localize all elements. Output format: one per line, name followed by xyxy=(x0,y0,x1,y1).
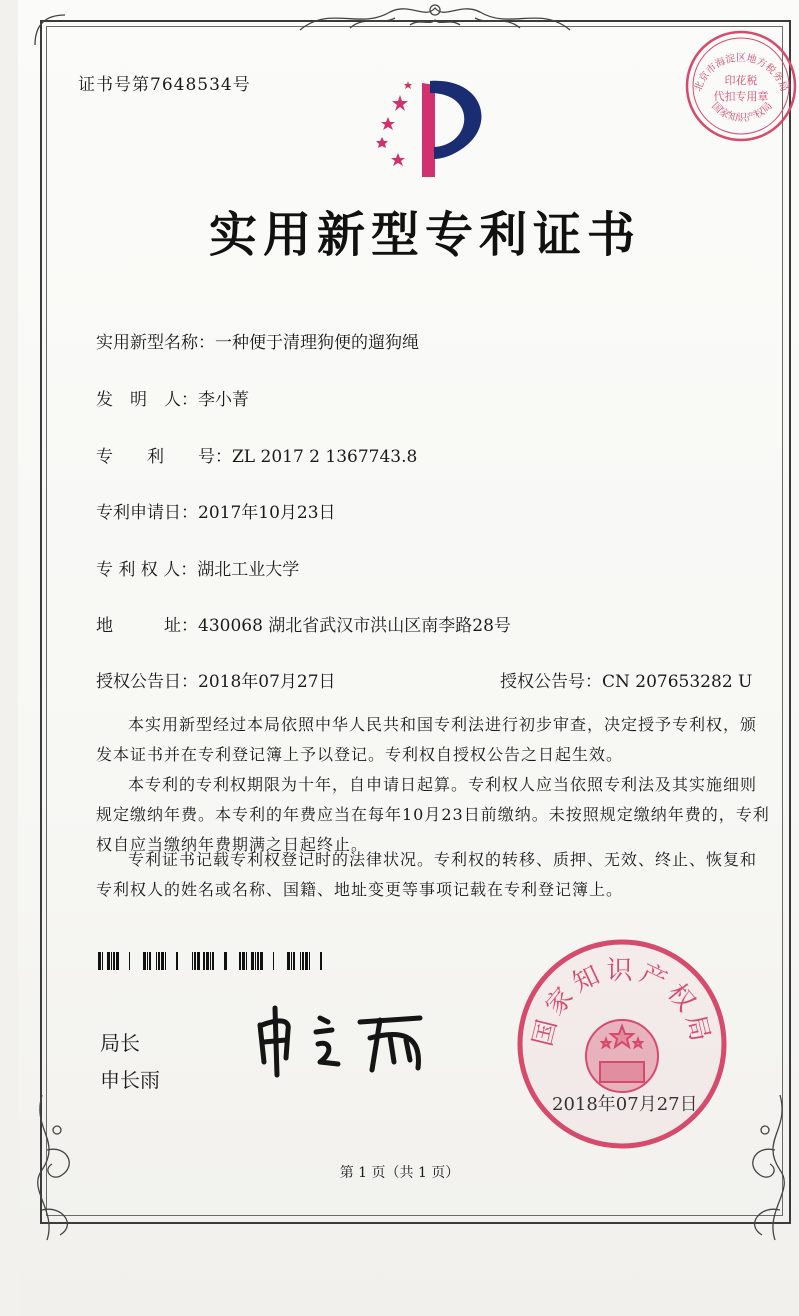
director-name: 申长雨 xyxy=(100,1068,160,1092)
director-signature-icon xyxy=(250,1000,450,1080)
certificate-title: 实用新型专利证书 xyxy=(208,207,641,263)
filing-date-label: 专利申请日： xyxy=(96,503,198,523)
svg-text:北京市海淀区地方税务局: 北京市海淀区地方税务局 xyxy=(692,52,790,94)
patent-number-label: 专 利 号： xyxy=(96,447,232,467)
inventor-label: 发 明 人： xyxy=(96,390,198,410)
grant-number-label: 授权公告号： xyxy=(500,672,602,692)
page-footer: 第 1 页（共 1 页） xyxy=(339,1165,460,1181)
grant-date-row xyxy=(96,667,336,692)
director-title: 局长 xyxy=(100,1031,140,1055)
patent-number-value: ZL 2017 2 1367743.8 xyxy=(232,447,418,467)
official-seal-icon xyxy=(512,934,732,1154)
inventor-row xyxy=(96,385,249,410)
address-row xyxy=(96,611,511,636)
top-ornament xyxy=(290,0,580,36)
certificate-number: 证书号第7648534号 xyxy=(78,75,251,95)
address-label: 地 址： xyxy=(96,616,198,636)
body-paragraph-1: 本实用新型经过本局依照中华人民共和国专利法进行初步审查，决定授予专利权，颁发本证书并在专利登记簿上予以登记。专利权自授权公告之日起生效。 xyxy=(96,715,758,764)
utility-model-name-value: 一种便于清理狗便的遛狗绳 xyxy=(215,333,419,353)
patentee-value: 湖北工业大学 xyxy=(197,560,300,580)
body-paragraph-3: 专利证书记载专利权登记时的法律状况。专利权的转移、质押、无效、终止、恢复和专利权人的姓名或名称、国籍、地址变更等事项记载在专利登记簿上。 xyxy=(96,850,758,899)
grant-number-row xyxy=(500,667,752,692)
patentee-label: 专 利 权 人： xyxy=(96,560,198,580)
filing-date-row xyxy=(96,498,336,523)
address-value: 430068 湖北省武汉市洪山区南李路28号 xyxy=(198,616,511,636)
top-left-ornament xyxy=(30,10,70,50)
patent-office-logo-icon xyxy=(360,75,500,185)
utility-model-name-label: 实用新型名称： xyxy=(96,333,215,353)
patentee-row xyxy=(96,555,299,580)
utility-model-name-row xyxy=(96,328,419,353)
barcode-icon xyxy=(98,952,330,970)
seal-date: 2018年07月27日 xyxy=(552,1094,698,1115)
grant-date-label: 授权公告日： xyxy=(96,672,198,692)
tax-stamp-icon xyxy=(683,28,799,144)
svg-text:国家知识产权局: 国家知识产权局 xyxy=(527,956,717,1050)
patent-number-row xyxy=(96,442,417,467)
inventor-value: 李小菁 xyxy=(198,390,249,410)
svg-text:印花税: 印花税 xyxy=(724,74,758,87)
grant-number-value: CN 207653282 U xyxy=(602,672,753,692)
filing-date-value: 2017年10月23日 xyxy=(198,503,336,523)
svg-text:国家知识产权局: 国家知识产权局 xyxy=(709,100,775,125)
svg-text:代扣专用章: 代扣专用章 xyxy=(713,90,769,103)
grant-date-value: 2018年07月27日 xyxy=(198,672,336,692)
body-paragraph-2: 本专利的专利权期限为十年，自申请日起算。专利权人应当依照专利法及其实施细则规定缴纳年费。本专利的年费应当在每年10月23日前缴纳。未按照规定缴纳年费的，专利权自应当缴纳年费期满之日起终止。 xyxy=(96,775,770,854)
